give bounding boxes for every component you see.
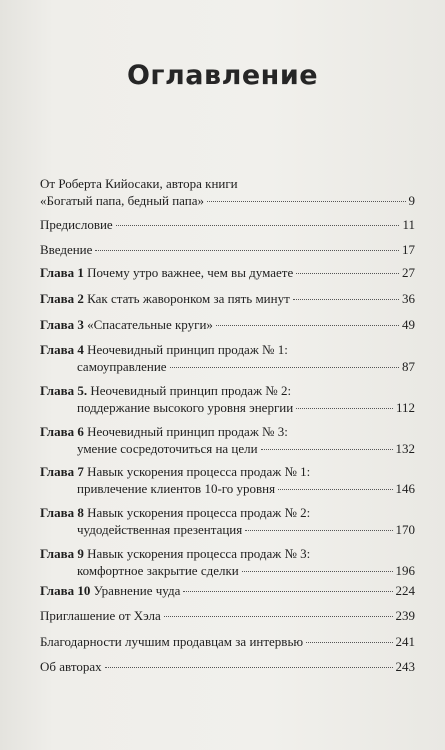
toc-entry-title-line2: поддержание высокого уровня энергии (77, 400, 294, 415)
toc-entry-title-line1: Навык ускорения процесса продаж № 1: (87, 464, 311, 479)
toc-entry-title: Об авторах (40, 659, 102, 674)
toc-entry-title: Благодарности лучшим продавцам за интервью (40, 634, 304, 649)
toc-page-number: 239 (395, 608, 415, 623)
toc-entry-title: Уравнение чуда (93, 583, 181, 598)
toc-entry-title-line1: Неочевидный принцип продаж № 1: (87, 342, 288, 357)
toc-page-number: 112 (395, 400, 415, 415)
toc-entry-about-authors[interactable] (40, 658, 415, 675)
leader-dots (183, 591, 392, 592)
leader-dots (242, 571, 393, 572)
toc-page-number: 243 (395, 659, 415, 674)
toc-entry-title: Как стать жаворонком за пять минут (87, 291, 290, 306)
toc-entry-preface[interactable] (40, 216, 415, 233)
toc-entry-foreword-kiyosaki[interactable] (40, 175, 415, 209)
leader-dots (293, 299, 399, 300)
toc-page-number: 17 (402, 242, 415, 257)
toc-page-number: 241 (395, 634, 415, 649)
toc-entry-introduction[interactable] (40, 241, 415, 258)
leader-dots (296, 273, 399, 274)
toc-entry-title: Почему утро важнее, чем вы думаете (87, 265, 294, 280)
toc-page-number: 224 (395, 583, 415, 598)
page-title: Оглавление (126, 60, 319, 91)
toc-entry-title-line2: «Богатый папа, бедный папа» (40, 193, 204, 208)
toc-entry-title-line1: Неочевидный принцип продаж № 3: (87, 424, 288, 439)
leader-dots (170, 367, 399, 368)
leader-dots (278, 489, 392, 490)
toc-entry-title: «Спасательные круги» (87, 317, 213, 332)
leader-dots (164, 616, 393, 617)
toc-entry-title-line1: Неочевидный принцип продаж № 2: (90, 383, 292, 398)
toc-entry-title-line2: самоуправление (77, 359, 167, 374)
leader-dots (261, 449, 393, 450)
chapter-label: Глава 2 (40, 291, 84, 306)
toc-entry-chapter-1[interactable] (40, 264, 415, 281)
chapter-label: Глава 9 (40, 546, 84, 561)
toc-page-number: 9 (408, 193, 415, 208)
toc-page-number: 87 (402, 359, 415, 374)
chapter-label: Глава 3 (40, 317, 84, 332)
toc-page-number: 196 (395, 563, 415, 578)
toc-entry-acknowledgements[interactable] (40, 633, 415, 650)
leader-dots (245, 530, 392, 531)
toc-entry-title-line1: Навык ускорения процесса продаж № 2: (87, 505, 311, 520)
chapter-label: Глава 8 (40, 505, 84, 520)
toc-entry-chapter-8[interactable] (40, 504, 415, 538)
leader-dots (306, 642, 392, 643)
toc-page-number: 170 (395, 522, 415, 537)
toc-entry-title-line1: От Роберта Кийосаки, автора книги (40, 176, 238, 191)
chapter-label: Глава 6 (40, 424, 84, 439)
chapter-label: Глава 1 (40, 265, 84, 280)
toc-entry-title-line1: Навык ускорения процесса продаж № 3: (87, 546, 311, 561)
leader-dots (216, 325, 399, 326)
toc-entry-chapter-2[interactable] (40, 290, 415, 307)
toc-entry-chapter-3[interactable] (40, 316, 415, 333)
toc-page-number: 36 (402, 291, 415, 306)
toc-entry-invitation[interactable] (40, 607, 415, 624)
toc-page-number: 49 (402, 317, 415, 332)
toc-entry-title-line2: чудодейственная презентация (77, 522, 243, 537)
leader-dots (207, 201, 406, 202)
toc-entry-chapter-6[interactable] (40, 423, 415, 457)
toc-entry-title-line2: умение сосредоточиться на цели (77, 441, 258, 456)
leader-dots (296, 408, 393, 409)
leader-dots (95, 250, 399, 251)
toc-entry-title-line2: привлечение клиентов 10-го уровня (77, 481, 276, 496)
toc-entry-chapter-4[interactable] (40, 341, 415, 375)
chapter-label: Глава 5. (40, 383, 88, 398)
toc-entry-title-line2: комфортное закрытие сделки (77, 563, 239, 578)
toc-page-number: 132 (395, 441, 415, 456)
chapter-label: Глава 7 (40, 464, 84, 479)
chapter-label: Глава 4 (40, 342, 84, 357)
toc-entry-chapter-9[interactable] (40, 545, 415, 579)
toc-entry-title: Предисловие (40, 217, 113, 232)
toc-entry-chapter-5[interactable] (40, 382, 415, 416)
toc-page-number: 11 (402, 217, 415, 232)
leader-dots (116, 225, 400, 226)
chapter-label: Глава 10 (40, 583, 91, 598)
toc-entry-title: Введение (40, 242, 93, 257)
toc-entry-chapter-7[interactable] (40, 463, 415, 497)
toc-page-number: 146 (395, 481, 415, 496)
toc-page-number: 27 (402, 265, 415, 280)
leader-dots (105, 667, 393, 668)
toc-entry-title: Приглашение от Хэла (40, 608, 161, 623)
toc-entry-chapter-10[interactable] (40, 582, 415, 599)
